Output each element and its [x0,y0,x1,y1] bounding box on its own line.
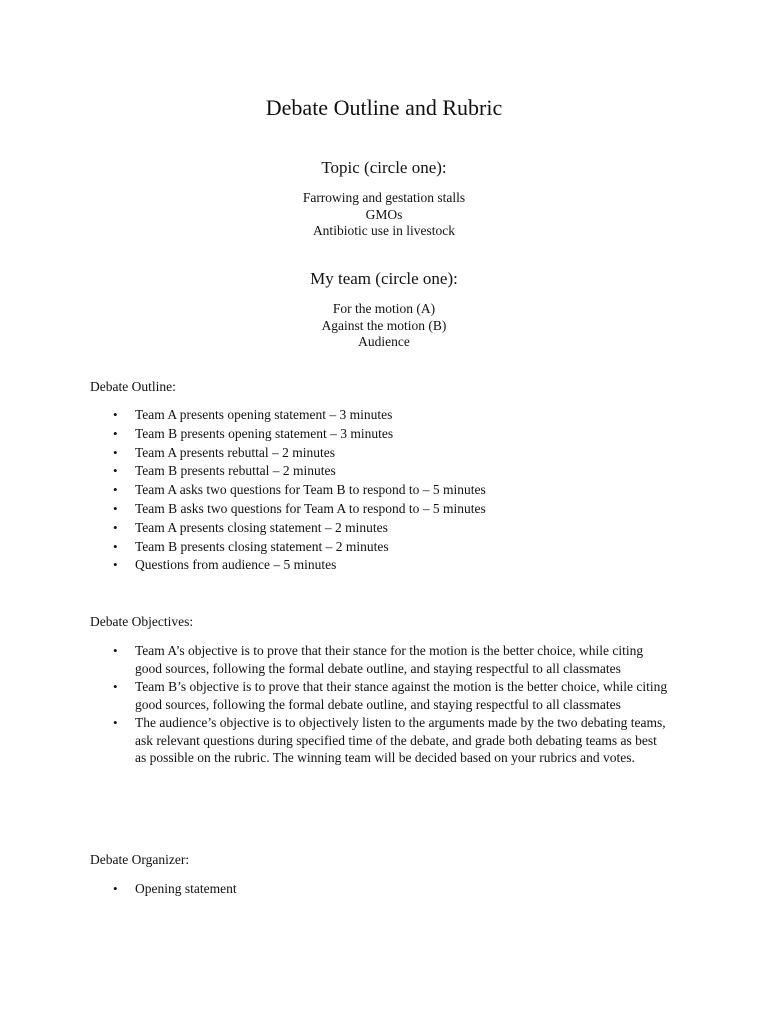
team-heading: My team (circle one): [310,269,458,288]
list-item: • Team B’s objective is to prove that their stance against the motion is the better choice, while citing good sources, following the formal debate outline, and staying respectful to all classmates [113,678,668,712]
bullet-icon: • [113,519,118,535]
team-options [0,301,768,351]
list-item: • The audience’s objective is to objectively listen to the arguments made by the two debating teams, ask relevant questions during specified time of the debate, and grade both debating teams as best as possible on the rubric. The winning team will be decided based on your rubrics and votes. [113,714,666,766]
list-item: • Team A presents rebuttal – 2 minutes [0,444,670,463]
objectives-list [0,642,768,767]
list-item: • Team A asks two questions for Team B to respond to – 5 minutes [0,481,670,500]
outline-list [0,406,768,575]
bullet-icon: • [113,463,118,479]
list-item: • Team B presents rebuttal – 2 minutes [0,462,670,481]
list-item: • Team A presents opening statement – 3 minutes [0,406,670,425]
objectives-label: Debate Objectives: [90,614,194,629]
topic-option: GMOs [365,206,403,222]
organizer-list [0,880,768,898]
list-item: • Team B presents opening statement – 3 minutes [0,425,670,444]
list-item: • Team B asks two questions for Team A to respond to – 5 minutes [0,500,670,519]
bullet-icon: • [113,500,118,516]
bullet-icon: • [113,714,118,730]
topic-option: Farrowing and gestation stalls [302,190,466,205]
bullet-icon: • [113,678,118,694]
topic-option: Antibiotic use in livestock [312,223,456,239]
bullet-icon: • [113,557,118,573]
bullet-icon: • [113,643,118,658]
bullet-icon: • [113,407,118,422]
topic-options [0,190,768,240]
bullet-icon: • [113,538,118,554]
list-item: • Opening statement [113,881,237,896]
topic-heading: Topic (circle one): [321,158,447,177]
list-item: • Questions from audience – 5 minutes [0,556,670,575]
team-option: For the motion (A) [332,301,436,316]
bullet-icon: • [113,444,118,460]
team-option: Against the motion (B) [321,317,447,333]
organizer-label: Debate Organizer: [90,852,190,867]
outline-label: Debate Outline: [90,379,176,394]
bullet-icon: • [113,425,118,441]
bullet-icon: • [113,881,118,896]
list-item: • Team A’s objective is to prove that their stance for the motion is the better choice, while citing good sources, following the formal debate outline, and staying respectful to all classmates [113,643,644,676]
bullet-icon: • [113,482,118,498]
list-item: • Team A presents closing statement – 2 minutes [0,519,670,538]
document-title: Debate Outline and Rubric [265,95,503,120]
team-option: Audience [358,334,410,350]
list-item: • Team B presents closing statement – 2 minutes [0,538,670,557]
